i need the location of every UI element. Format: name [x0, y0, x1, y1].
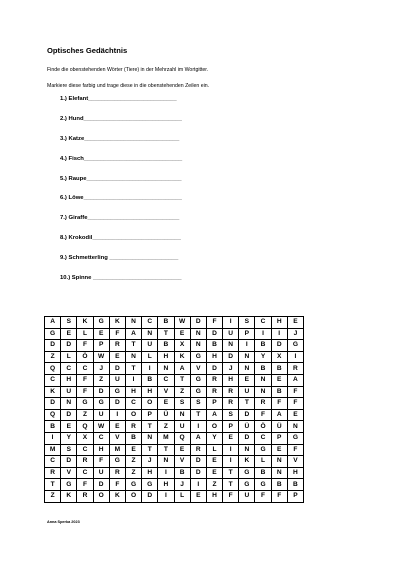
- grid-cell[interactable]: K: [77, 317, 93, 329]
- grid-cell[interactable]: L: [206, 444, 222, 456]
- grid-cell[interactable]: X: [77, 432, 93, 444]
- grid-cell[interactable]: A: [190, 432, 206, 444]
- grid-cell[interactable]: L: [255, 456, 271, 468]
- grid-cell[interactable]: L: [77, 328, 93, 340]
- grid-cell[interactable]: H: [158, 351, 174, 363]
- grid-cell[interactable]: D: [223, 351, 239, 363]
- word-list-item: 2.) Hund______________________________: [60, 115, 182, 122]
- grid-cell[interactable]: H: [142, 386, 158, 398]
- grid-cell[interactable]: E: [239, 374, 255, 386]
- grid-cell[interactable]: P: [239, 328, 255, 340]
- grid-cell[interactable]: E: [174, 444, 190, 456]
- grid-cell[interactable]: O: [125, 490, 141, 502]
- grid-cell[interactable]: T: [45, 479, 61, 491]
- grid-row: [45, 409, 304, 421]
- grid-cell[interactable]: Z: [206, 479, 222, 491]
- grid-cell[interactable]: K: [109, 490, 125, 502]
- grid-cell[interactable]: F: [109, 479, 125, 491]
- grid-cell[interactable]: G: [45, 328, 61, 340]
- grid-cell[interactable]: W: [174, 317, 190, 329]
- grid-cell[interactable]: I: [142, 363, 158, 375]
- grid-cell[interactable]: H: [125, 386, 141, 398]
- grid-cell[interactable]: H: [61, 374, 77, 386]
- grid-cell[interactable]: U: [109, 374, 125, 386]
- grid-cell[interactable]: Z: [93, 374, 109, 386]
- grid-cell[interactable]: P: [271, 432, 287, 444]
- grid-cell[interactable]: U: [93, 409, 109, 421]
- grid-cell[interactable]: G: [77, 398, 93, 410]
- grid-cell[interactable]: D: [93, 479, 109, 491]
- grid-cell[interactable]: H: [142, 467, 158, 479]
- grid-cell[interactable]: K: [45, 386, 61, 398]
- word-list-item: 3.) Katze_____________________________: [60, 135, 180, 142]
- grid-cell[interactable]: Q: [77, 421, 93, 433]
- grid-cell[interactable]: W: [93, 351, 109, 363]
- grid-cell[interactable]: A: [271, 409, 287, 421]
- grid-cell[interactable]: E: [174, 328, 190, 340]
- grid-cell[interactable]: F: [271, 398, 287, 410]
- grid-cell[interactable]: C: [158, 374, 174, 386]
- grid-cell[interactable]: S: [174, 398, 190, 410]
- grid-cell[interactable]: D: [109, 398, 125, 410]
- word-search-grid: [44, 316, 304, 503]
- word-list-item: 1.) Elefant___________________________: [60, 96, 177, 102]
- grid-cell[interactable]: F: [206, 317, 222, 329]
- grid-cell[interactable]: E: [287, 317, 303, 329]
- grid-cell[interactable]: V: [190, 363, 206, 375]
- grid-cell[interactable]: H: [206, 351, 222, 363]
- grid-cell[interactable]: I: [239, 340, 255, 352]
- grid-cell[interactable]: N: [239, 351, 255, 363]
- grid-cell[interactable]: E: [93, 328, 109, 340]
- grid-cell[interactable]: B: [255, 340, 271, 352]
- grid-cell[interactable]: H: [287, 467, 303, 479]
- grid-cell[interactable]: N: [142, 328, 158, 340]
- grid-cell[interactable]: B: [271, 363, 287, 375]
- grid-cell[interactable]: B: [206, 340, 222, 352]
- grid-cell[interactable]: Ü: [271, 421, 287, 433]
- grid-cell[interactable]: B: [271, 386, 287, 398]
- grid-cell[interactable]: Y: [206, 432, 222, 444]
- grid-cell[interactable]: T: [125, 363, 141, 375]
- grid-cell[interactable]: T: [174, 374, 190, 386]
- grid-cell[interactable]: T: [223, 467, 239, 479]
- word-list: [60, 95, 182, 294]
- grid-cell[interactable]: B: [271, 479, 287, 491]
- grid-cell[interactable]: D: [61, 456, 77, 468]
- grid-cell[interactable]: I: [190, 421, 206, 433]
- grid-cell[interactable]: C: [45, 456, 61, 468]
- grid-cell[interactable]: R: [223, 386, 239, 398]
- grid-cell[interactable]: N: [271, 456, 287, 468]
- grid-row: [45, 479, 304, 491]
- grid-cell[interactable]: Q: [45, 363, 61, 375]
- grid-cell[interactable]: F: [287, 398, 303, 410]
- grid-cell[interactable]: Ü: [158, 409, 174, 421]
- grid-row: [45, 467, 304, 479]
- grid-cell[interactable]: N: [158, 456, 174, 468]
- grid-cell[interactable]: T: [142, 421, 158, 433]
- grid-cell[interactable]: B: [255, 363, 271, 375]
- grid-cell[interactable]: B: [45, 421, 61, 433]
- grid-cell[interactable]: K: [109, 317, 125, 329]
- grid-cell[interactable]: N: [190, 328, 206, 340]
- grid-cell[interactable]: E: [109, 421, 125, 433]
- grid-cell[interactable]: F: [255, 490, 271, 502]
- grid-cell[interactable]: C: [93, 432, 109, 444]
- grid-cell[interactable]: F: [77, 340, 93, 352]
- grid-cell[interactable]: D: [206, 328, 222, 340]
- grid-cell[interactable]: T: [158, 444, 174, 456]
- grid-row: [45, 328, 304, 340]
- grid-cell[interactable]: K: [174, 351, 190, 363]
- grid-cell[interactable]: A: [206, 409, 222, 421]
- grid-cell[interactable]: H: [206, 490, 222, 502]
- grid-cell[interactable]: C: [77, 467, 93, 479]
- grid-cell[interactable]: H: [158, 479, 174, 491]
- grid-cell[interactable]: O: [125, 409, 141, 421]
- grid-cell[interactable]: D: [93, 386, 109, 398]
- grid-cell[interactable]: Ö: [255, 421, 271, 433]
- grid-cell[interactable]: Z: [158, 421, 174, 433]
- grid-cell[interactable]: D: [61, 409, 77, 421]
- grid-cell[interactable]: J: [93, 363, 109, 375]
- grid-cell[interactable]: C: [255, 432, 271, 444]
- grid-cell[interactable]: C: [255, 317, 271, 329]
- grid-cell[interactable]: S: [61, 444, 77, 456]
- grid-cell[interactable]: U: [223, 328, 239, 340]
- grid-cell[interactable]: D: [45, 340, 61, 352]
- grid-cell[interactable]: I: [287, 351, 303, 363]
- grid-cell[interactable]: U: [239, 386, 255, 398]
- grid-cell[interactable]: Q: [174, 432, 190, 444]
- grid-cell[interactable]: D: [190, 467, 206, 479]
- grid-cell[interactable]: N: [125, 351, 141, 363]
- grid-cell[interactable]: N: [255, 386, 271, 398]
- grid-row: [45, 317, 304, 329]
- grid-cell[interactable]: O: [142, 398, 158, 410]
- grid-cell[interactable]: D: [239, 409, 255, 421]
- grid-cell[interactable]: F: [93, 456, 109, 468]
- grid-cell[interactable]: N: [158, 363, 174, 375]
- grid-cell[interactable]: E: [190, 490, 206, 502]
- grid-cell[interactable]: D: [271, 340, 287, 352]
- grid-cell[interactable]: N: [239, 444, 255, 456]
- grid-cell[interactable]: Z: [125, 467, 141, 479]
- grid-cell[interactable]: N: [174, 409, 190, 421]
- grid-cell[interactable]: G: [109, 456, 125, 468]
- grid-cell[interactable]: D: [206, 363, 222, 375]
- grid-cell[interactable]: A: [125, 328, 141, 340]
- grid-cell[interactable]: D: [109, 363, 125, 375]
- grid-cell[interactable]: F: [255, 409, 271, 421]
- grid-cell[interactable]: E: [271, 374, 287, 386]
- grid-cell[interactable]: Z: [45, 490, 61, 502]
- grid-cell[interactable]: F: [77, 479, 93, 491]
- grid-cell[interactable]: B: [142, 374, 158, 386]
- page-title: Optisches Gedächtnis: [47, 46, 128, 55]
- grid-cell[interactable]: E: [61, 421, 77, 433]
- grid-cell[interactable]: G: [125, 479, 141, 491]
- grid-cell[interactable]: R: [255, 398, 271, 410]
- grid-cell[interactable]: G: [93, 317, 109, 329]
- grid-cell[interactable]: K: [61, 490, 77, 502]
- grid-cell[interactable]: G: [287, 432, 303, 444]
- grid-cell[interactable]: T: [190, 409, 206, 421]
- grid-cell[interactable]: N: [255, 374, 271, 386]
- grid-cell[interactable]: B: [287, 479, 303, 491]
- grid-cell[interactable]: E: [125, 444, 141, 456]
- grid-cell[interactable]: A: [174, 363, 190, 375]
- grid-cell[interactable]: G: [239, 479, 255, 491]
- grid-cell[interactable]: V: [174, 456, 190, 468]
- grid-cell[interactable]: R: [109, 340, 125, 352]
- author-credit: Anna Sperka 2023: [47, 520, 80, 524]
- grid-cell[interactable]: C: [125, 398, 141, 410]
- grid-cell[interactable]: B: [255, 467, 271, 479]
- grid-cell[interactable]: J: [174, 479, 190, 491]
- grid-row: [45, 386, 304, 398]
- grid-cell[interactable]: F: [77, 386, 93, 398]
- grid-cell[interactable]: M: [158, 432, 174, 444]
- grid-cell[interactable]: I: [255, 328, 271, 340]
- grid-cell[interactable]: G: [190, 374, 206, 386]
- grid-cell[interactable]: T: [142, 444, 158, 456]
- grid-cell[interactable]: U: [174, 421, 190, 433]
- grid-cell[interactable]: N: [142, 432, 158, 444]
- grid-cell[interactable]: G: [93, 398, 109, 410]
- word-list-item: 6.) Löwe______________________________: [60, 195, 182, 202]
- grid-cell[interactable]: B: [158, 340, 174, 352]
- grid-cell[interactable]: P: [206, 398, 222, 410]
- grid-cell[interactable]: S: [223, 409, 239, 421]
- instruction-line-1: Finde die obenstehenden Wörter (Tiere) in der Mehrzahl im Wortgitter.: [47, 67, 209, 73]
- grid-cell[interactable]: G: [190, 351, 206, 363]
- grid-cell[interactable]: J: [287, 328, 303, 340]
- grid-cell[interactable]: R: [125, 421, 141, 433]
- word-list-item: 7.) Giraffe____________________________: [60, 215, 180, 222]
- grid-cell[interactable]: G: [287, 340, 303, 352]
- grid-cell[interactable]: I: [109, 409, 125, 421]
- grid-cell[interactable]: E: [206, 456, 222, 468]
- grid-cell[interactable]: X: [174, 340, 190, 352]
- grid-row: [45, 374, 304, 386]
- grid-cell[interactable]: U: [61, 386, 77, 398]
- grid-cell[interactable]: D: [45, 398, 61, 410]
- grid-cell[interactable]: U: [142, 340, 158, 352]
- grid-cell[interactable]: D: [190, 317, 206, 329]
- grid-cell[interactable]: R: [206, 374, 222, 386]
- grid-cell[interactable]: V: [287, 456, 303, 468]
- grid-cell[interactable]: W: [93, 421, 109, 433]
- grid-cell[interactable]: D: [61, 340, 77, 352]
- grid-cell[interactable]: R: [109, 467, 125, 479]
- grid-cell[interactable]: Ü: [239, 421, 255, 433]
- grid-cell[interactable]: U: [239, 490, 255, 502]
- grid-cell[interactable]: R: [223, 398, 239, 410]
- grid-cell[interactable]: N: [223, 340, 239, 352]
- grid-cell[interactable]: Y: [61, 432, 77, 444]
- grid-cell[interactable]: K: [239, 456, 255, 468]
- grid-cell[interactable]: E: [206, 467, 222, 479]
- grid-cell[interactable]: G: [239, 467, 255, 479]
- grid-cell[interactable]: V: [61, 467, 77, 479]
- grid-cell[interactable]: D: [190, 456, 206, 468]
- grid-cell[interactable]: L: [61, 351, 77, 363]
- grid-cell[interactable]: T: [125, 340, 141, 352]
- grid-cell[interactable]: T: [239, 398, 255, 410]
- grid-cell[interactable]: M: [45, 444, 61, 456]
- grid-cell[interactable]: V: [158, 386, 174, 398]
- grid-cell[interactable]: E: [158, 398, 174, 410]
- grid-row: [45, 363, 304, 375]
- grid-cell[interactable]: D: [142, 490, 158, 502]
- grid-cell[interactable]: S: [61, 317, 77, 329]
- grid-row: [45, 351, 304, 363]
- grid-cell[interactable]: G: [61, 479, 77, 491]
- grid-cell[interactable]: P: [287, 490, 303, 502]
- grid-cell[interactable]: I: [158, 490, 174, 502]
- grid-cell[interactable]: O: [206, 421, 222, 433]
- grid-cell[interactable]: L: [142, 351, 158, 363]
- grid-cell[interactable]: C: [77, 363, 93, 375]
- grid-cell[interactable]: I: [45, 432, 61, 444]
- grid-cell[interactable]: B: [174, 467, 190, 479]
- grid-cell[interactable]: G: [190, 386, 206, 398]
- grid-cell[interactable]: M: [109, 444, 125, 456]
- grid-cell[interactable]: R: [287, 363, 303, 375]
- grid-cell[interactable]: P: [142, 409, 158, 421]
- grid-cell[interactable]: B: [158, 317, 174, 329]
- word-list-item: 10.) Spinne ___________________________: [60, 275, 182, 282]
- grid-cell[interactable]: A: [45, 317, 61, 329]
- grid-cell[interactable]: N: [271, 467, 287, 479]
- word-list-item: 8.) Krokodil___________________________: [60, 235, 181, 242]
- grid-cell[interactable]: G: [255, 479, 271, 491]
- grid-row: [45, 340, 304, 352]
- grid-cell[interactable]: J: [223, 363, 239, 375]
- grid-row: [45, 444, 304, 456]
- grid-row: [45, 398, 304, 410]
- grid-cell[interactable]: C: [77, 444, 93, 456]
- grid-cell[interactable]: G: [142, 479, 158, 491]
- grid-cell[interactable]: A: [287, 374, 303, 386]
- grid-cell[interactable]: R: [45, 467, 61, 479]
- grid-cell[interactable]: J: [142, 456, 158, 468]
- grid-cell[interactable]: Ö: [77, 351, 93, 363]
- grid-row: [45, 421, 304, 433]
- grid-cell[interactable]: R: [77, 456, 93, 468]
- grid-cell[interactable]: C: [61, 363, 77, 375]
- grid-cell[interactable]: X: [271, 351, 287, 363]
- grid-row: [45, 456, 304, 468]
- grid-row: [45, 432, 304, 444]
- grid-cell[interactable]: Z: [45, 351, 61, 363]
- grid-cell[interactable]: N: [287, 421, 303, 433]
- grid-cell[interactable]: F: [287, 386, 303, 398]
- grid-cell[interactable]: C: [45, 374, 61, 386]
- grid-cell[interactable]: L: [174, 490, 190, 502]
- grid-cell[interactable]: D: [239, 432, 255, 444]
- grid-cell[interactable]: I: [190, 479, 206, 491]
- grid-cell[interactable]: S: [239, 317, 255, 329]
- grid-cell[interactable]: T: [223, 479, 239, 491]
- grid-cell[interactable]: E: [271, 444, 287, 456]
- grid-cell[interactable]: E: [61, 328, 77, 340]
- grid-cell[interactable]: G: [255, 444, 271, 456]
- grid-cell[interactable]: I: [125, 374, 141, 386]
- grid-cell[interactable]: N: [125, 317, 141, 329]
- grid-cell[interactable]: I: [223, 456, 239, 468]
- grid-cell[interactable]: S: [190, 398, 206, 410]
- grid-cell[interactable]: Z: [174, 386, 190, 398]
- grid-cell[interactable]: R: [206, 386, 222, 398]
- grid-cell[interactable]: E: [223, 432, 239, 444]
- word-list-item: 5.) Raupe_____________________________: [60, 175, 182, 182]
- grid-cell[interactable]: N: [239, 363, 255, 375]
- grid-cell[interactable]: R: [77, 490, 93, 502]
- grid-cell[interactable]: B: [125, 432, 141, 444]
- grid-cell[interactable]: U: [93, 467, 109, 479]
- grid-cell[interactable]: G: [109, 386, 125, 398]
- grid-cell[interactable]: I: [223, 444, 239, 456]
- grid-cell[interactable]: F: [271, 490, 287, 502]
- grid-cell[interactable]: Z: [77, 409, 93, 421]
- grid-cell[interactable]: E: [287, 409, 303, 421]
- grid-cell[interactable]: P: [223, 421, 239, 433]
- grid-cell[interactable]: H: [223, 374, 239, 386]
- grid-cell[interactable]: F: [109, 328, 125, 340]
- grid-cell[interactable]: N: [190, 340, 206, 352]
- grid-row: [45, 490, 304, 502]
- grid-cell[interactable]: I: [223, 317, 239, 329]
- grid-cell[interactable]: V: [109, 432, 125, 444]
- grid-cell[interactable]: Y: [255, 351, 271, 363]
- grid-cell[interactable]: O: [93, 490, 109, 502]
- grid-cell[interactable]: E: [109, 351, 125, 363]
- instruction-line-2: Markiere diese farbig und trage diese in die obenstehenden Zeilen ein.: [47, 83, 210, 89]
- grid-cell[interactable]: P: [93, 340, 109, 352]
- grid-cell[interactable]: F: [287, 444, 303, 456]
- grid-cell[interactable]: T: [158, 328, 174, 340]
- grid-cell[interactable]: R: [190, 444, 206, 456]
- grid-cell[interactable]: H: [93, 444, 109, 456]
- word-list-item: 9.) Schmetterling _____________________: [60, 255, 179, 262]
- grid-cell[interactable]: I: [271, 328, 287, 340]
- grid-cell[interactable]: F: [223, 490, 239, 502]
- grid-cell[interactable]: F: [77, 374, 93, 386]
- grid-cell[interactable]: H: [271, 317, 287, 329]
- word-list-item: 4.) Fisch______________________________: [60, 155, 183, 162]
- grid-cell[interactable]: Q: [45, 409, 61, 421]
- grid-cell[interactable]: Z: [125, 456, 141, 468]
- grid-cell[interactable]: I: [158, 467, 174, 479]
- grid-cell[interactable]: N: [61, 398, 77, 410]
- grid-cell[interactable]: C: [142, 317, 158, 329]
